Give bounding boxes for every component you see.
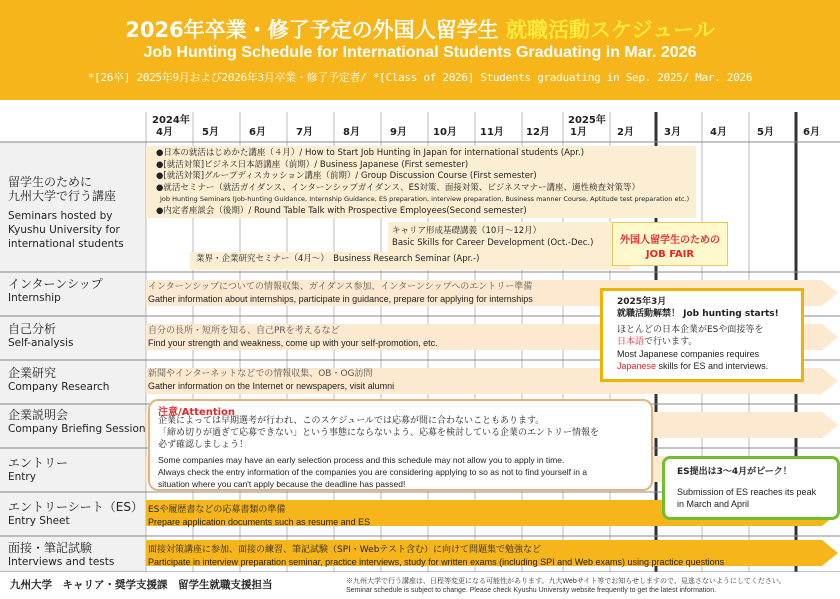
row-label-en: Self-analysis xyxy=(8,337,74,349)
month-label: 6月 xyxy=(249,127,266,138)
career-course-en: Basic Skills for Career Development (Oct.-Dec.) xyxy=(392,237,594,248)
seminar-item: ●日本の就活はじめかた講座（４月）/ How to Start Job Hunting in Japan for international students (Apr.) xyxy=(156,148,585,158)
es-text-en: Prepare application documents such as resume and ES xyxy=(148,517,371,527)
job-start-en xyxy=(617,361,768,373)
es-peak-en: Submission of ES reaches its peak xyxy=(677,487,817,497)
row-label-jp: 企業研究 xyxy=(8,366,57,380)
internship-text-en: Gather information about internships, participate in guidance, prepare for applying for internships xyxy=(148,294,533,304)
business-seminar: 業界・企業研究セミナー（4月～） Business Research Seminar (Apr.-) xyxy=(196,254,480,264)
row-label-jp: 九州大学で行う講座 xyxy=(8,189,117,203)
job-fair-jp: 外国人留学生のための xyxy=(620,235,720,246)
row-label-jp: エントリー xyxy=(8,456,69,470)
month-label: 8月 xyxy=(343,127,360,138)
page-subtitle: Job Hunting Schedule for International Students Graduating in Mar. 2026 xyxy=(143,44,697,61)
month-label: 12月 xyxy=(526,127,550,138)
attention-title: 注意/Attention xyxy=(158,407,236,418)
row-label-interview xyxy=(0,541,146,569)
row-label-self-analysis xyxy=(0,322,146,350)
row-label-jp: 面接・筆記試験 xyxy=(8,541,93,555)
seminar-item: ●就活セミナー（就活ガイダンス、インターンシップガイダンス、ES対策、面接対策、ビジネスマナー講座、適性検査対策等） xyxy=(156,182,640,193)
row-label-en: international students xyxy=(8,238,124,250)
seminar-item: ●内定者座談会（後期）/ Round Table Talk with Prospective Employees(Second semester) xyxy=(156,205,527,216)
row-label-en: Company Briefing Session xyxy=(8,423,146,435)
target-note: *[26卒] 2025年9月および2026年3月卒業・修了予定者/ *[Class of 2026] Students graduating in Sep. 2025/ Mar. 2026 xyxy=(87,71,753,84)
row-label-jp: エントリーシート（ES） xyxy=(8,500,143,514)
row-label-jp: 企業説明会 xyxy=(8,408,69,422)
job-start-jp: ほとんどの日本企業がESや面接等を xyxy=(617,325,764,335)
month-label: 6月 xyxy=(803,127,820,138)
attention-jp: 企業によっては早期選考が行われ、このスケジュールでは応募が間に合わないこともあります。 xyxy=(158,416,545,426)
row-label-jp: 留学生のために xyxy=(8,175,93,189)
job-start-jp-rest: で行います。 xyxy=(644,337,698,347)
row-label-jp: 自己分析 xyxy=(8,322,57,336)
row-label-en: Kyushu University for xyxy=(8,224,120,236)
month-label: 1月 xyxy=(570,127,587,138)
year-2025-label: 2025年 xyxy=(568,115,606,126)
row-label-en: Internship xyxy=(8,292,61,304)
month-label: 4月 xyxy=(156,127,173,138)
job-start-jp xyxy=(617,337,697,349)
attention-jp: 必ず確認しましょう！ xyxy=(158,440,249,450)
job-fair-en: JOB FAIR xyxy=(645,249,695,260)
job-start-en-rest: skills for ES and interviews. xyxy=(656,361,769,371)
footer-office: 九州大学 キャリア・奨学支援課 留学生就職支援担当 xyxy=(10,579,273,591)
self-text-jp: 自分の長所・短所を知る、自己PRを考えるなど xyxy=(148,326,340,336)
year-2024-label: 2024年 xyxy=(152,115,190,126)
attention-jp: 「締め切りが過ぎて応募できない」という事態にならないよう、応募を検討している企業のエントリー情報を xyxy=(158,428,600,438)
seminar-list xyxy=(156,148,689,217)
job-start-en: Most Japanese companies requires xyxy=(617,349,760,359)
seminar-item: ●[就活対策]ビジネス日本語講座（前期）/ Business Japanese (First semester) xyxy=(156,159,469,170)
month-label: 11月 xyxy=(480,127,504,138)
month-label: 2月 xyxy=(617,127,634,138)
row-label-en: Interviews and tests xyxy=(8,556,115,568)
page-title xyxy=(0,14,840,44)
job-start-title: 就職活動解禁！ Job hunting starts! xyxy=(617,309,779,319)
row-label-seminars xyxy=(0,175,146,251)
career-course xyxy=(392,226,593,249)
footer-note-jp: ※九州大学で行う講座は、日程等変更になる可能性があります。九大Webサイト等でお知らせしますので、見逃さないようにしてください。 xyxy=(346,578,786,585)
self-text-en: Find your strength and weakness, come up with your self-promotion, etc. xyxy=(148,338,438,348)
research-text-jp: 新聞やインターネットなどでの情報収集、OB・OG訪問 xyxy=(148,369,373,379)
attention-box xyxy=(148,399,653,491)
month-label: 4月 xyxy=(710,127,727,138)
row-label-briefing xyxy=(0,408,146,436)
row-label-en: Seminars hosted by xyxy=(8,210,113,222)
internship-text-jp: インターンシップについての情報収集、ガイダンス参加、インターンシップへのエントリー準備 xyxy=(148,282,533,292)
footer-note xyxy=(346,577,786,595)
job-hunting-starts-box xyxy=(600,288,804,382)
es-peak-box xyxy=(662,456,840,520)
month-label: 5月 xyxy=(202,127,219,138)
es-peak-en: in March and April xyxy=(677,499,750,509)
month-label: 5月 xyxy=(757,127,774,138)
month-label: 10月 xyxy=(433,127,457,138)
row-label-company-research xyxy=(0,366,146,394)
japanese-highlight: 日本語 xyxy=(617,337,645,347)
job-fair-box xyxy=(612,222,728,266)
month-label: 7月 xyxy=(296,127,313,138)
career-course-jp: キャリア形成基礎講義（10月～12月） xyxy=(392,226,542,236)
job-start-date: 2025年3月 xyxy=(617,297,667,307)
interview-text-jp: 面接対策講座に参加、面接の練習、筆記試験（SPI・Webテスト含む）に向けて問題集で勉強など xyxy=(148,545,542,555)
row-label-internship xyxy=(0,277,146,305)
title-main: 2026年卒業・修了予定の外国人留学生 xyxy=(125,18,499,42)
row-label-entry-sheet xyxy=(0,500,146,528)
title-highlight: 就職活動スケジュール xyxy=(506,18,715,42)
month-label: 3月 xyxy=(664,127,681,138)
footer-note-en: Seminar schedule is subject to change. Please check Kyushu University website frequently to get the latest information. xyxy=(346,587,717,594)
attention-en: situation where you can't apply because the deadline has passed! xyxy=(158,479,406,489)
row-label-en: Company Research xyxy=(8,381,110,393)
attention-en: Always check the entry information of the companies you are considering applying to so as not to find yourself in a xyxy=(158,467,588,477)
month-label: 9月 xyxy=(390,127,407,138)
es-text-jp: ESや履歴書などの応募書類の準備 xyxy=(148,505,286,515)
research-text-en: Gather information on the Internet or newspapers, visit alumni xyxy=(148,381,395,391)
row-label-en: Entry Sheet xyxy=(8,515,70,527)
attention-en: Some companies may have an early selection process and this schedule may not allow you to apply in time. xyxy=(158,455,565,465)
row-label-jp: インターンシップ xyxy=(8,277,103,291)
seminar-item: ●[就活対策]グループディスカッション講座（前期）/ Group Discussion Course (First semester) xyxy=(156,171,537,181)
seminar-item: Job Hunting Seminars (Job-hunting Guidance, Internship Guidance, ES preparation, interview preparation, Business manner Course, Aptitude test preparation etc.) xyxy=(160,195,690,203)
row-label-entry xyxy=(0,456,146,484)
es-peak-jp: ES提出は3～4月がピーク！ xyxy=(677,467,792,477)
row-label-en: Entry xyxy=(8,471,36,483)
interview-text-en: Participate in interview preparation seminar, practice interviews, study for written exams (including SPI and Web exams) using practice questions xyxy=(148,557,725,567)
japanese-highlight-en: Japanese xyxy=(617,361,657,371)
